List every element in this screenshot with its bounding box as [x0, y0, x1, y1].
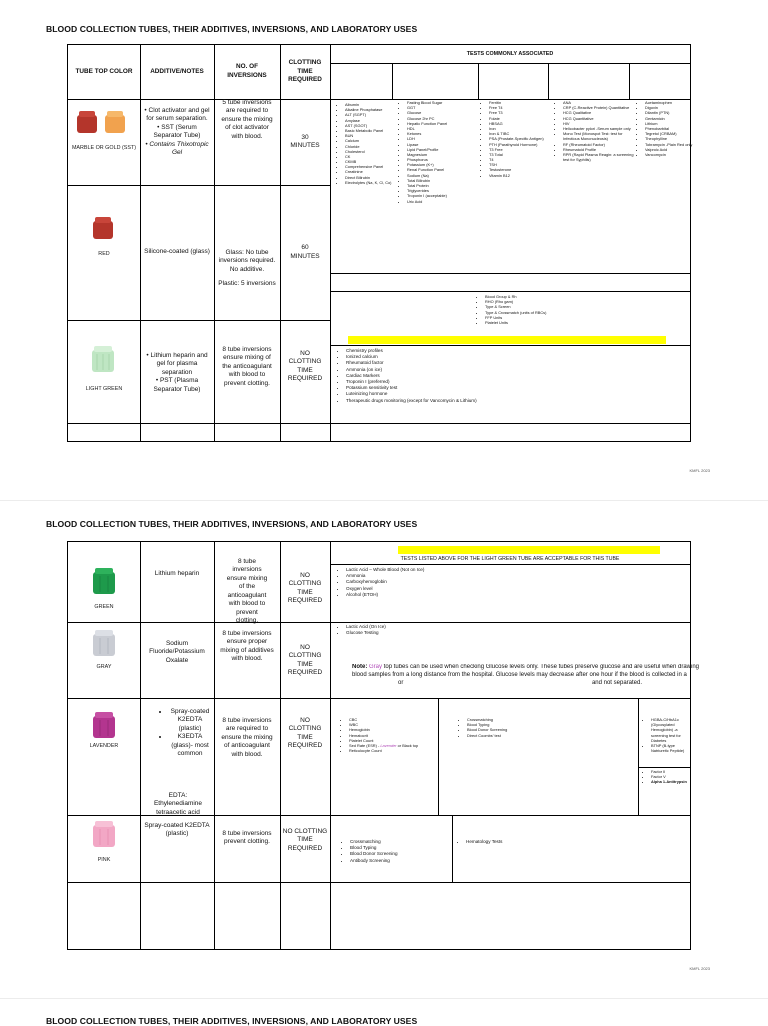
test-item: • BUN: [345, 133, 398, 138]
tests-col-4: [554, 100, 634, 162]
test-item: • Factor V: [651, 774, 690, 779]
test-item: • T3 Total: [489, 152, 552, 157]
test-item: • Acetaminophen: [645, 100, 696, 105]
test-item: • Alpha 1-Antitrypsin: [651, 779, 690, 784]
test-item: • Total Bilirubin: [407, 178, 478, 183]
header-tube-color: TUBE TOP COLOR: [75, 67, 133, 75]
additive-pink: Spray-coated K2EDTA (plastic): [144, 822, 210, 838]
tube-label-lavender: LAVENDER: [89, 743, 119, 749]
note-gray-word: Gray: [369, 664, 383, 670]
additive-lavender-item: • K3EDTA (glass)- most common: [169, 733, 211, 758]
test-item: • Renal Function Panel: [407, 167, 478, 172]
light-green-tests: [336, 348, 596, 404]
test-item: • Platelet Units: [485, 320, 596, 325]
test-item: • Phosphorus: [407, 157, 478, 162]
test-item: • CBC: [349, 717, 436, 722]
page-separator: [0, 500, 768, 501]
test-item: • ANA: [563, 100, 634, 105]
test-item: • Digoxin: [645, 105, 696, 110]
test-item: • Chemistry profiles: [346, 348, 596, 354]
test-item: • Blood Group & Rh: [485, 294, 596, 299]
clotting-pink: NO CLOTTING TIME REQUIRED: [282, 828, 328, 852]
test-item: • HDL: [407, 126, 478, 131]
additive-lavender-item: • Spray-coated K2EDTA (plastic): [169, 708, 211, 733]
test-item: • Iron: [489, 126, 552, 131]
test-item: • LDH: [407, 136, 478, 141]
light-green-tube-icon: [89, 344, 117, 374]
test-item: • FFP Units: [485, 315, 596, 320]
header-inversions: NO. OF INVERSIONS: [227, 63, 267, 79]
additive-red: Silicone-coated (glass): [144, 248, 210, 256]
test-item: • CK: [345, 154, 398, 159]
test-item: • Ferritin: [489, 100, 552, 105]
test-item: • Basic Metabolic Panel: [345, 128, 398, 133]
test-item: • Alcohol (ETOH): [346, 592, 556, 598]
test-item: • Amylase: [345, 118, 398, 123]
test-item: • Therapeutic drugs monitoring (except for Vancomycin & Lithium): [346, 398, 596, 404]
test-item: • T4: [489, 157, 552, 162]
test-item: • Vitamin B12: [489, 173, 552, 178]
test-item: • Sodium (Na): [407, 173, 478, 178]
test-item: • Lithium: [645, 121, 696, 126]
test-item: • Direct Coombs' test: [467, 733, 568, 738]
test-item: • Comprehensive Panel: [345, 164, 398, 169]
test-item: • Blood Donor Screening: [350, 851, 450, 857]
test-item: • Crossmatching: [467, 717, 568, 722]
test-item: • Tegretol (CRBAM): [645, 131, 696, 136]
test-item: • Rheumatoid Profile: [563, 147, 634, 152]
test-item: • Blood Typing: [467, 722, 568, 727]
header-clotting: CLOTTING TIME REQUIRED: [288, 59, 322, 84]
test-item: • Crossmatching: [350, 839, 450, 845]
test-item: • Ammonia (on ice): [346, 367, 596, 373]
clotting-light-green: NO CLOTTING TIME REQUIRED: [287, 350, 323, 383]
test-item: • PSA (Prostate-Specific Antigen): [489, 136, 552, 141]
test-item: • Carboxyhemoglobin: [346, 579, 556, 585]
additive-light-green-line-2: • PST (Plasma Separator Tube): [153, 377, 201, 393]
test-item: • Lipase: [407, 142, 478, 147]
test-item: • Hemoglobin: [349, 727, 436, 732]
test-item: • Testosterone: [489, 167, 552, 172]
lavender-tests-a: [340, 717, 436, 753]
inversions-red: [214, 185, 280, 320]
additive-green: Lithium heparin: [154, 570, 200, 577]
test-item: • HIV: [563, 121, 634, 126]
lavender-tests-d: [642, 769, 690, 785]
additive-light-green: [140, 320, 214, 423]
highlight-bar: [398, 546, 660, 554]
tube-label-green: GREEN: [94, 604, 114, 610]
test-item: • T3 Free: [489, 147, 552, 152]
test-item: • Hematology Tests: [466, 839, 566, 845]
tube-cell-green: [68, 542, 140, 622]
test-item: • Magnesium: [407, 152, 478, 157]
header-tests: TESTS COMMONLY ASSOCIATED: [466, 51, 554, 57]
test-item: • Reticulocyte Count: [349, 748, 436, 753]
test-item: • Ionized calcium: [346, 354, 596, 360]
inversions-green: 8 tube inversions ensure mixing of the anticoagulant with blood to prevent clotting.: [226, 558, 268, 625]
test-item: • Calcium: [345, 138, 398, 143]
gold-tube-icon: [75, 109, 131, 135]
test-item: • Hematocrit: [349, 733, 436, 738]
clotting-gray: NO CLOTTING TIME REQUIRED: [287, 644, 323, 677]
test-item: • GGT: [407, 105, 478, 110]
additive-gold-line-1: • Clot activator and gel for serum separation.: [144, 107, 210, 123]
test-item: • Glucose: [407, 110, 478, 115]
edta-note: EDTA: Ethylenediamine tetraacetic acid: [153, 792, 203, 815]
test-item: • Phenobarbital: [645, 126, 696, 131]
footer-mark: KMFL 2023: [689, 966, 710, 971]
green-tests-header: TESTS LISTED ABOVE FOR THE LIGHT GREEN TUBE ARE ACCEPTABLE FOR THIS TUBE: [400, 556, 620, 562]
lavender-tests-b: [458, 717, 568, 738]
test-item: • Uric Acid: [407, 199, 478, 204]
inversions-red-plastic: Plastic: 5 inversions: [218, 280, 276, 288]
tube-label-light-green: LIGHT GREEN: [85, 386, 123, 392]
test-item: • Creatinine: [345, 169, 398, 174]
additive-gray: Sodium Fluoride/Potassium Oxalate: [149, 640, 205, 664]
test-item: • WBC: [349, 722, 436, 727]
test-item: • Glucose 2hr PC: [407, 116, 478, 121]
test-item: • TSH: [489, 162, 552, 167]
test-item: • Theophylline: [645, 136, 696, 141]
test-item: • HCG Qualitative: [563, 110, 634, 115]
clotting-red: 60 MINUTES: [290, 244, 320, 260]
test-item: • Rheumatoid factor: [346, 360, 596, 366]
test-item: • Dilantin (PTN): [645, 110, 696, 115]
test-item: • Gentamicin: [645, 116, 696, 121]
test-item: • Direct Bilirubin: [345, 175, 398, 180]
highlight-bar: [348, 336, 666, 344]
tube-label-gray: GRAY: [96, 664, 112, 670]
lavender-tests-c: [642, 717, 690, 753]
note-label: Note:: [352, 664, 368, 670]
page-title: BLOOD COLLECTION TUBES, THEIR ADDITIVES, INVERSIONS, AND LABORATORY USES: [46, 519, 418, 529]
test-item: • Ammonia: [346, 573, 556, 579]
inversions-light-green: 8 tube inversions ensure mixing of the anticoagulant with blood to prevent clotting.: [222, 346, 272, 387]
green-tests: [336, 567, 556, 598]
additive-gold: [140, 99, 214, 185]
inversions-lavender: 8 tube inversions are required to ensure the mixing of anticoagulant with blood.: [221, 717, 273, 758]
test-item: • Alkaline Phosphatase: [345, 107, 398, 112]
test-item: • HBSAG: [489, 121, 552, 126]
test-item: • Free T3: [489, 110, 552, 115]
test-item: • RPR (Rapid Plasma Reagin: a screening test for Syphilis): [563, 152, 634, 162]
test-item: • Hepatic Function Panel: [407, 121, 478, 126]
test-item: • Cholesterol: [345, 149, 398, 154]
test-item: • Type & Screen: [485, 304, 596, 309]
pink-tube-icon: [91, 819, 117, 849]
note-text: top tubes can be used when checking Glucose levels only. These tubes preserve glucose and are useful when drawing blood samples from a long distance from the hospital. Glucose levels may decrease after one hour if the blood is collected in a: [352, 664, 700, 678]
gray-tube-icon: [91, 628, 117, 658]
test-item: • PTH (Parathyroid Hormone): [489, 142, 552, 147]
test-item: • Free T4: [489, 105, 552, 110]
inversions-red-glass: Glass: No tube inversions required. No additive.: [218, 249, 276, 273]
test-item: • Troponin I (acceptable): [407, 193, 478, 198]
test-item: • Potassium (K+): [407, 162, 478, 167]
test-item: • Triglycerides: [407, 188, 478, 193]
clotting-lavender: NO CLOTTING TIME REQUIRED: [287, 717, 323, 750]
gray-tests: [336, 624, 536, 636]
test-item: • Valproic Acid: [645, 147, 696, 152]
test-item: • Helicobacter pylori -Serum sample only: [563, 126, 634, 131]
tube-cell-light-green: [68, 320, 140, 423]
test-item: • Antibody Screening: [350, 858, 450, 864]
test-item: • Platelet Count: [349, 738, 436, 743]
tube-label-red: RED: [98, 251, 110, 257]
tube-cell-gray: [68, 622, 140, 698]
lavender-tube-icon: [91, 710, 117, 740]
blood-bank-tests: [476, 294, 596, 325]
inversions-pink: 8 tube inversions prevent clotting.: [222, 830, 272, 846]
test-item: • Total Protein: [407, 183, 478, 188]
test-item: • Luteinizing hormone: [346, 391, 596, 397]
tube-cell-gold: [68, 99, 140, 185]
page-separator: [0, 998, 768, 999]
page-title: BLOOD COLLECTION TUBES, THEIR ADDITIVES, INVERSIONS, AND LABORATORY USES: [46, 24, 418, 34]
test-item: • Type & Crossmatch (units of RBCs): [485, 310, 596, 315]
additive-gold-line-3: • Contains Thixotropic Gel: [145, 140, 209, 157]
tests-col-5: [636, 100, 696, 157]
sed-rate-color: Lavender: [380, 742, 397, 748]
test-item: • Blood Donor Screening: [467, 727, 568, 732]
test-item: • Cardiac Markers: [346, 373, 596, 379]
test-item: • HGBA-C/HbA1c (Glycosylated Hemoglobin) -a screening test for Diabetes: [651, 717, 690, 743]
test-item: • ALT (SGPT): [345, 112, 398, 117]
note-tail-right: and not separated.: [591, 679, 642, 686]
test-item: • HCG Quantitative: [563, 116, 634, 121]
tube-cell-pink: [68, 815, 140, 882]
inversions-gold: 5 tube inversions are required to ensure the mixing of clot activator with blood.: [221, 99, 273, 140]
test-item: • Troponin I (preferred): [346, 379, 596, 385]
pink-tests-a: [340, 839, 450, 864]
sed-rate-suffix: or Black top: [396, 742, 419, 748]
additive-lavender: [140, 698, 214, 815]
test-item: • Lactic Acid – Whole Blood (Not on Ice): [346, 567, 556, 573]
additive-gold-line-2: • SST (Serum Separator Tube): [153, 123, 201, 140]
tube-label-pink: PINK: [97, 857, 111, 863]
test-item: • Lipid Panel/Profile: [407, 147, 478, 152]
test-item: • Ketones: [407, 131, 478, 136]
gray-note: [352, 664, 712, 687]
pink-tests-b: [456, 839, 566, 845]
tubes-table-1: [67, 44, 691, 442]
additive-light-green-line-1: • Lithium heparin and gel for plasma separation: [146, 352, 208, 376]
tests-col-1: [336, 102, 398, 185]
test-item: • CKMB: [345, 159, 398, 164]
green-tube-icon: [91, 566, 117, 596]
tube-cell-red: [68, 185, 140, 320]
footer-mark: KMFL 2023: [689, 468, 710, 473]
test-item: • CRP (C-Reactive Protein) Quantitative: [563, 105, 634, 110]
sed-rate-prefix: Sed Rate (ESR) -: [349, 742, 381, 748]
test-item: • Lactic Acid (On Ice): [346, 624, 536, 630]
test-item: • Iron & TIBC: [489, 131, 552, 136]
test-item: • BTNP (B-type Natriuretic Peptide): [651, 743, 690, 753]
tests-col-3: [480, 100, 552, 178]
test-item: • Chloride: [345, 144, 398, 149]
tube-label-gold: MARBLE OR GOLD (SST): [71, 145, 137, 151]
clotting-green: NO CLOTTING TIME REQUIRED: [287, 572, 323, 605]
test-item: • Potassium sensitivity test: [346, 385, 596, 391]
test-item: • Albumin: [345, 102, 398, 107]
header-additive: ADDITIVE/NOTES: [150, 67, 204, 75]
page-title: BLOOD COLLECTION TUBES, THEIR ADDITIVES, INVERSIONS, AND LABORATORY USES: [46, 1016, 418, 1026]
test-item: • Blood Typing: [350, 845, 450, 851]
test-item: • Vancomycin: [645, 152, 696, 157]
test-item: • Fasting Blood Sugar: [407, 100, 478, 105]
test-item: • Mono Test (Monospot Test: test for Infectious Mononucleosis): [563, 131, 634, 141]
clotting-gold: 30 MINUTES: [290, 133, 320, 149]
test-item: • Electrolytes (Na, K, Cl, Co): [345, 180, 398, 185]
tubes-table-2: [67, 541, 700, 950]
note-tail-left: or: [398, 679, 404, 686]
test-item: • Tobramycin -Plain Red only: [645, 142, 696, 147]
inversions-gray: 8 tube inversions ensure proper mixing of additives with blood.: [220, 630, 274, 663]
test-item: • Factor II: [651, 769, 690, 774]
test-item: • Oxygen level: [346, 586, 556, 592]
test-item: • RHO (Rho gam): [485, 299, 596, 304]
red-tube-icon: [91, 215, 115, 241]
test-item: • RF (Rheumatoid Factor): [563, 142, 634, 147]
tests-col-2: [398, 100, 478, 204]
test-item: • Folate: [489, 116, 552, 121]
tube-cell-lavender: [68, 698, 140, 815]
test-item: • Glucose Testing: [346, 630, 536, 636]
test-item: • AST (SGOT): [345, 123, 398, 128]
